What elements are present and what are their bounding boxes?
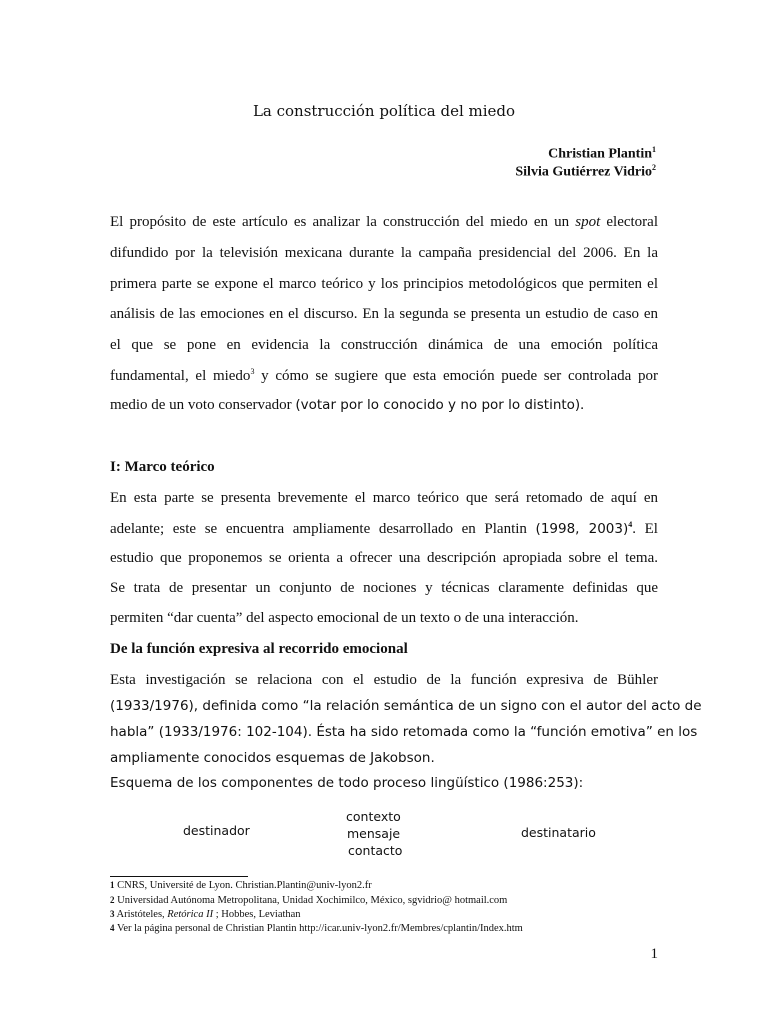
intro-line: fundamental, el miedo$^3$ y cómo se sugiere que esta emoción puede ser controlada por: [110, 367, 658, 384]
author-1: [548, 145, 656, 163]
diagram-contact: contacto: [348, 843, 403, 858]
body-line: ampliamente conocidos esquemas de Jakobson.: [110, 750, 435, 766]
intro-line: difundido por la televisión mexicana durante la campaña presidencial del 2006. En la: [110, 245, 658, 261]
diagram-message: mensaje: [347, 826, 401, 841]
diagram-sender: destinador: [183, 823, 250, 838]
footnote-1: 1 CNRS, Université de Lyon. Christian.Plantin@univ-lyon2.fr: [110, 880, 372, 891]
body-line: adelante; este se encuentra ampliamente desarrollado en Plantin (1998, 2003)$^4$. El: [110, 520, 658, 537]
body-line: Esta investigación se relaciona con el estudio de la función expresiva de Bühler: [110, 672, 658, 688]
footnote-mark: 1: [652, 145, 656, 154]
body-line: permiten “dar cuenta” del aspecto emocional de un texto o de una interacción.: [110, 610, 579, 626]
subsection-heading: De la función expresiva al recorrido emocional: [110, 641, 408, 657]
body-line: En esta parte se presenta brevemente el marco teórico que será retomado de aquí en: [110, 490, 658, 506]
body-line: (1933/1976), definida como “la relación semántica de un signo con el autor del acto de: [110, 698, 702, 714]
footnote-4: 4 Ver la página personal de Christian Plantin http://icar.univ-lyon2.fr/Membres/cplantin/Index.htm: [110, 923, 523, 934]
diagram-context: contexto: [346, 809, 401, 824]
author-2: [515, 163, 656, 181]
footnote-3: 3 Aristóteles, Retórica II ; Hobbes, Leviathan: [110, 909, 301, 920]
body-line: Esquema de los componentes de todo proceso lingüístico (1986:253):: [110, 775, 584, 791]
body-line: estudio que proponemos se orienta a ofrecer una descripción apropiada sobre el tema.: [110, 550, 658, 566]
footnote-2: 2 Universidad Autónoma Metropolitana, Unidad Xochimilco, México, sgvidrio@ hotmail.com: [110, 895, 508, 906]
author-name: Christian Plantin: [548, 146, 652, 162]
footnote-separator: [110, 876, 248, 877]
section-heading: I: Marco teórico: [110, 459, 215, 475]
intro-line: primera parte se expone el marco teórico y los principios metodológicos que permiten el: [110, 276, 658, 292]
diagram-receiver: destinatario: [521, 825, 596, 840]
intro-line: El propósito de este artículo es analizar la construcción del miedo en un spot electoral: [110, 214, 658, 230]
body-line: habla” (1933/1976: 102-104). Ésta ha sido retomada como la “función emotiva” en los: [110, 724, 698, 740]
intro-line: análisis de las emociones en el discurso. En la segunda se presenta un estudio de caso en: [110, 306, 658, 322]
intro-line: el que se pone en evidencia la construcción dinámica de una emoción política: [110, 337, 658, 353]
page-number: 1: [650, 946, 658, 962]
footnote-mark: 2: [652, 163, 656, 172]
body-line: Se trata de presentar un conjunto de nociones y técnicas claramente definidas que: [110, 580, 658, 596]
intro-line: medio de un voto conservador (votar por lo conocido y no por lo distinto).: [110, 397, 584, 413]
page-title: La construcción política del miedo: [252, 102, 516, 120]
author-name: Silvia Gutiérrez Vidrio: [515, 164, 652, 180]
